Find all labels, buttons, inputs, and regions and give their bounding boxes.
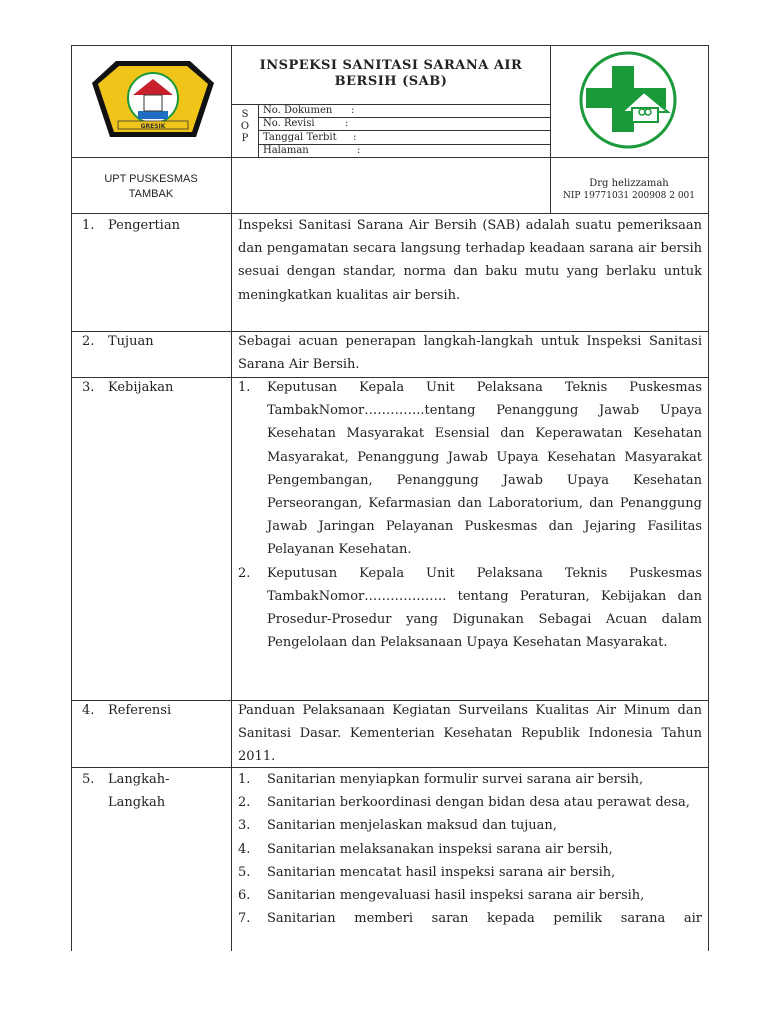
list-item xyxy=(238,907,702,930)
meta-sep: : xyxy=(345,118,349,129)
meta-sep: : xyxy=(353,132,357,143)
signer-name: Drg helizzamah xyxy=(589,178,669,189)
section-title: Tujuan xyxy=(108,334,154,349)
meta-no-revisi xyxy=(263,117,348,130)
list-number: 3. xyxy=(238,818,251,834)
section-title-cont: Langkah xyxy=(108,795,166,810)
langkah-list xyxy=(238,768,702,930)
meta-sep: : xyxy=(351,105,355,116)
section-label-referensi xyxy=(82,699,171,722)
section-number: 4. xyxy=(82,703,95,718)
list-number: 5. xyxy=(238,864,251,880)
list-item xyxy=(238,376,702,562)
section-title: Referensi xyxy=(108,703,172,718)
meta-halaman xyxy=(263,144,360,157)
list-text: Sanitarian mencatat hasil inspeksi sarana air bersih, xyxy=(267,864,616,880)
meta-label: Tanggal Terbit xyxy=(263,132,337,143)
meta-label: No. Revisi xyxy=(263,118,315,129)
section-title: Pengertian xyxy=(108,218,180,233)
document-title: INSPEKSI SANITASI SARANA AIR BERSIH (SAB) xyxy=(259,58,523,89)
signer-block xyxy=(551,178,707,202)
list-item xyxy=(238,884,702,907)
list-item xyxy=(238,861,702,884)
puskesmas-line: UPT PUSKESMAS xyxy=(104,173,198,185)
list-item xyxy=(238,814,702,837)
puskesmas-cross-logo xyxy=(572,50,684,150)
meta-tanggal-terbit xyxy=(263,131,356,144)
list-number: 1. xyxy=(238,772,251,787)
crest-text: GRESIK xyxy=(140,123,166,130)
list-text: Sanitarian menyiapkan formulir survei sarana air bersih, xyxy=(267,772,644,787)
section-number: 3. xyxy=(82,380,95,395)
pengertian-text: Inspeksi Sanitasi Sarana Air Bersih (SAB) adalah suatu pemeriksaan dan pengamatan secara langsung terhadap keadaan sarana air bersih sesuai dengan standar, norma dan baku mutu yang berlaku untuk meningkatkan kualitas air bersih. xyxy=(238,218,702,303)
signer-nip: NIP 19771031 200908 2 001 xyxy=(563,191,695,201)
list-text: Sanitarian memberi saran kepada pemilik sarana air xyxy=(267,911,702,927)
list-number: 1. xyxy=(238,380,251,395)
kebijakan-list xyxy=(238,376,702,654)
sop-label xyxy=(232,109,258,145)
list-text: Sanitarian berkoordinasi dengan bidan desa atau perawat desa, xyxy=(267,795,690,811)
section-title: Langkah- xyxy=(108,772,170,787)
section-title: Kebijakan xyxy=(108,380,174,395)
sop-letter: S xyxy=(241,109,249,120)
referensi-text: Panduan Pelaksanaan Kegiatan Surveilans Kualitas Air Minum dan Sanitasi Dasar. Kementerian Kesehatan Republik Indonesia Tahun 2011. xyxy=(238,703,702,765)
sop-letter: P xyxy=(241,133,249,144)
list-item xyxy=(238,838,702,861)
meta-label: Halaman xyxy=(263,145,309,156)
section-number: 1. xyxy=(82,218,95,233)
list-number: 6. xyxy=(238,888,251,904)
section-label-pengertian xyxy=(82,214,180,237)
puskesmas-line: TAMBAK xyxy=(128,188,174,200)
tujuan-text: Sebagai acuan penerapan langkah-langkah untuk Inspeksi Sanitasi Sarana Air Bersih. xyxy=(238,334,702,373)
list-number: 2. xyxy=(238,795,251,811)
sop-letter: O xyxy=(240,121,250,132)
meta-label: No. Dokumen xyxy=(263,105,333,116)
meta-sep: : xyxy=(357,145,361,156)
list-item xyxy=(238,791,702,814)
list-number: 4. xyxy=(238,841,251,857)
list-text: Sanitarian melaksanakan inspeksi sarana air bersih, xyxy=(267,841,613,857)
section-number: 5. xyxy=(82,772,95,787)
list-text: Sanitarian mengevaluasi hasil inspeksi sarana air bersih, xyxy=(267,888,645,904)
column-divider xyxy=(231,213,232,951)
section-label-langkah xyxy=(82,768,169,814)
section-label-kebijakan xyxy=(82,376,173,399)
list-text: Keputusan Kepala Unit Pelaksana Teknis Puskesmas TambakNomor………………. tentang Peraturan, Kebijakan dan Prosedur-Prosedur yang Digunakan Sebagai Acuan dalam Pengelolaan dan Pelaksanaan Upaya Kesehatan Masyarakat. xyxy=(267,565,702,651)
list-item xyxy=(238,562,702,655)
list-text: Keputusan Kepala Unit Pelaksana Teknis Puskesmas TambakNomor…………..tentang Penanggung Jawab Upaya Kesehatan Masyarakat Esensial dan Keperawatan Kesehatan Masyarakat, Penanggung Jawab Upaya Kesehatan Masyarakat Pengembangan, Penanggung Jawab Upaya Kesehatan Perseorangan, Kefarmasian dan Laboratorium, dan Penanggung Jawab Jaringan Pelayanan Puskesmas dan Jejaring Fasilitas Pelayanan Kesehatan. xyxy=(267,380,702,558)
gresik-crest-logo xyxy=(88,55,218,145)
meta-no-dokumen xyxy=(263,104,354,117)
header-divider xyxy=(71,157,709,158)
list-item xyxy=(238,768,702,791)
puskesmas-name xyxy=(72,172,230,202)
list-text: Sanitarian menjelaskan maksud dan tujuan, xyxy=(267,818,557,834)
list-number: 7. xyxy=(238,911,251,927)
section-label-tujuan xyxy=(82,330,154,353)
section-number: 2. xyxy=(82,334,95,349)
list-number: 2. xyxy=(238,565,251,581)
